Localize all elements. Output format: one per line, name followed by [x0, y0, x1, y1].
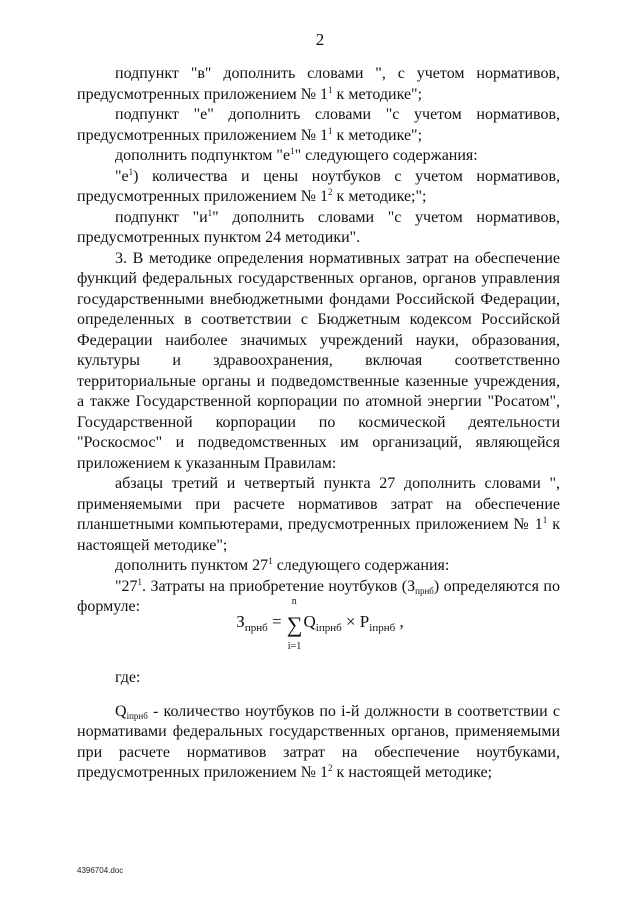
formula-p-sub: iпрнб — [369, 622, 396, 634]
superscript: 2 — [328, 763, 333, 773]
paragraph-subitem-v-cont — [77, 85, 560, 106]
superscript: 1 — [207, 207, 213, 218]
document-body-lower — [77, 668, 560, 784]
paragraph-subitem-i1-cont — [77, 228, 560, 249]
text: "е — [115, 167, 129, 185]
paragraph-where: где: — [115, 669, 141, 686]
text: дополнить подпунктом "е — [115, 147, 291, 164]
paragraph-q-definition — [77, 702, 560, 784]
superscript: 1 — [542, 515, 548, 525]
text: - количество ноутбуков по i-й должности в соответствии с нормативами федеральных государственных органов, применяемыми при расчете нормативов затрат на обеспечение ноутбуками, предусмотренных приложением № 1 — [77, 702, 560, 781]
paragraph-subitem-i1 — [77, 208, 560, 229]
document-body — [77, 64, 560, 618]
document-footer-filename: 4396704.doc — [77, 866, 124, 875]
text: " следующего содержания: — [294, 147, 478, 164]
superscript: 1 — [137, 576, 143, 587]
paragraph-add-27-1 — [77, 556, 560, 577]
text: к методике"; — [332, 126, 423, 144]
formula-times: × — [341, 612, 360, 631]
text: абзацы третий и четвертый пункта 27 дополнить словами ", применяемыми при расчете нормативов затрат на обеспечение планшетными компьютерами, предусмотренных приложением № 1 — [77, 475, 560, 533]
paragraph-section-3: 3. В методике определения нормативных затрат на обеспечение функций федеральных государственных органов, органов управления государственными внебюджетными фондами Российской Федерации, определенных в соответствии с Бюджетным кодексом Российской Федерации наиболее значимых учреждений науки, образования, культуры и здравоохранения, включая соответственно территориальные органы и подведомственные казенные учреждения, а также Государственной корпорации по атомной энергии "Росатом", Государственной корпорации по космической деятельности "Роскосмос" и подведомственных им организаций, являющейся приложением к указанным Правилам: — [77, 249, 560, 472]
paragraph-item-27 — [77, 474, 560, 556]
page-number: 2 — [315, 30, 325, 49]
spacer — [77, 689, 560, 702]
sum-lower-limit: i=1 — [287, 641, 302, 652]
subscript: прнб — [415, 585, 434, 596]
text: " дополнить словами "с учетом нормативов, — [212, 208, 561, 226]
formula-end: , — [395, 612, 404, 631]
subscript: iпрнб — [126, 710, 148, 721]
superscript: 1 — [290, 146, 295, 156]
text: "27 — [115, 577, 138, 595]
text: к методике"; — [332, 85, 423, 103]
sigma: ∑ — [286, 612, 303, 637]
sum-upper-limit: n — [291, 596, 297, 607]
paragraph-subitem-e-cont — [77, 126, 560, 147]
text: к методике;"; — [332, 188, 427, 205]
superscript: 2 — [328, 187, 333, 197]
paragraph-subitem-e — [77, 105, 560, 126]
formula-lhs: З — [236, 612, 245, 631]
text: предусмотренных приложением № 1 — [77, 188, 329, 205]
formula-q: Q — [303, 612, 316, 631]
text: ) определяются по формуле: — [77, 577, 560, 615]
formula-lhs-sub: прнб — [244, 622, 268, 634]
text: предусмотренных приложением № 1 — [77, 126, 329, 144]
text: подпункт "и — [115, 208, 208, 226]
superscript: 1 — [128, 166, 134, 177]
text: предусмотренных пунктом 24 методики". — [77, 229, 361, 246]
paragraph-add-e1 — [77, 146, 560, 167]
text: следующего содержания: — [272, 557, 450, 574]
text: ) количества и цены ноутбуков с учетом нормативов, — [133, 167, 560, 185]
sum-symbol — [286, 596, 303, 652]
paragraph-subitem-v — [77, 64, 560, 85]
text: к настоящей методике"; — [77, 516, 560, 554]
superscript: 1 — [268, 556, 273, 566]
text: дополнить пунктом 27 — [115, 557, 269, 574]
paragraph-e1-cont — [77, 187, 560, 208]
superscript: 1 — [328, 125, 333, 136]
formula-equals: = — [267, 612, 286, 631]
text: к настоящей методике; — [332, 764, 493, 781]
text: . Затраты на приобретение ноутбуков (З — [142, 577, 416, 595]
paragraph-e1-text — [77, 167, 560, 188]
formula-q-sub: iпрнб — [315, 622, 342, 634]
text: предусмотренных приложением № 1 — [77, 85, 329, 103]
text: Q — [115, 702, 127, 720]
formula-p: P — [359, 612, 370, 631]
superscript: 1 — [328, 84, 333, 95]
text: подпункт "е" дополнить словами "с учетом нормативов, — [115, 106, 560, 123]
text: подпункт "в" дополнить словами ", с учетом нормативов, — [115, 65, 560, 82]
